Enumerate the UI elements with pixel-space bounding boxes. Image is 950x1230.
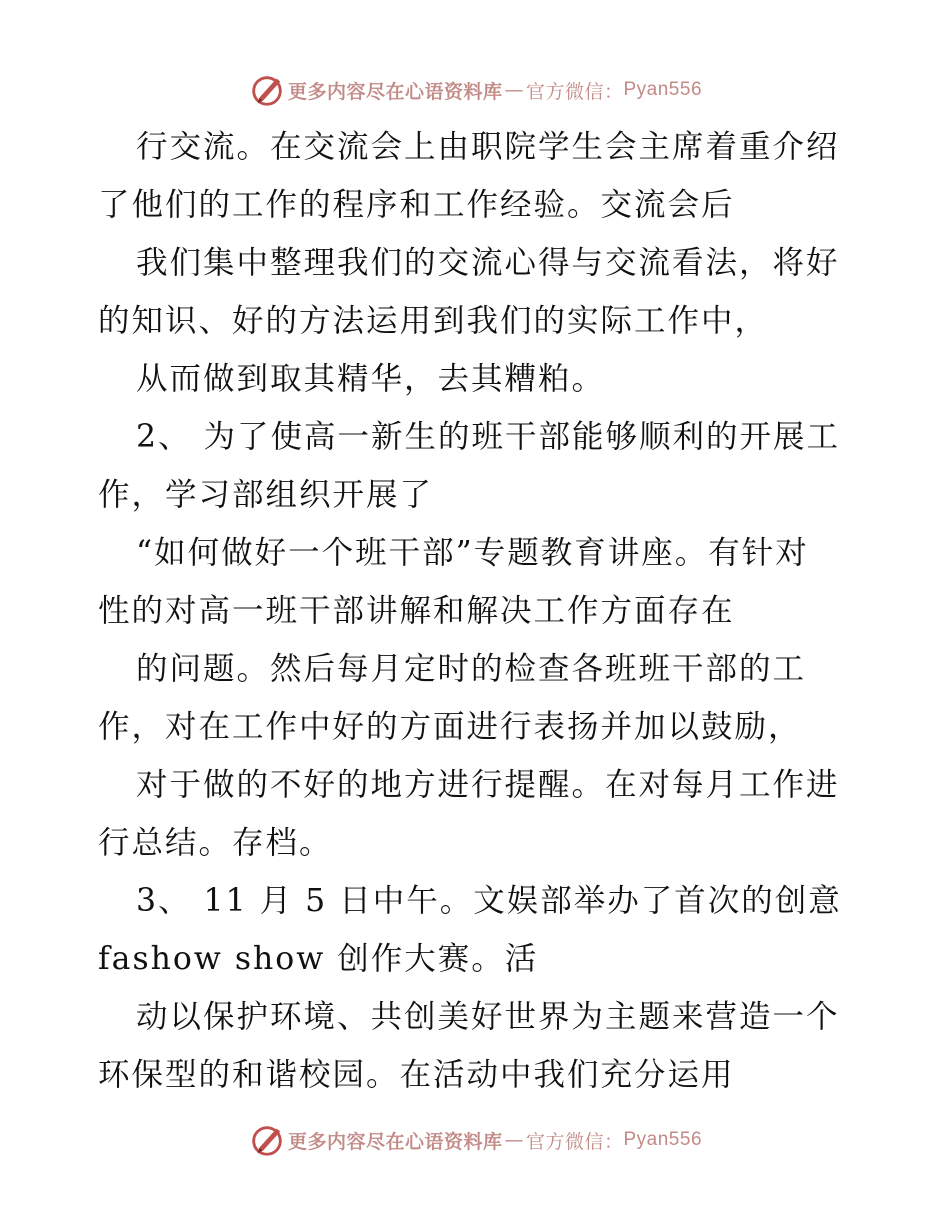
- pen-circle-logo-icon: [248, 71, 286, 109]
- text-line: 作，学习部组织开展了: [98, 477, 434, 513]
- footer-watermark: [0, 1120, 950, 1160]
- text-line: 对于做的不好的地方进行提醒。在对每月工作进: [136, 767, 840, 803]
- text-line: 行总结。存档。: [98, 825, 333, 861]
- watermark-label: 官方微信：: [525, 1130, 624, 1153]
- text-line: 环保型的和谐校园。在活动中我们充分运用: [98, 1057, 735, 1093]
- watermark-wechat-id: Pyan556: [623, 1129, 703, 1150]
- watermark-dash: —: [504, 1129, 524, 1151]
- text-line: 从而做到取其精华，去其糟粕。: [136, 361, 606, 397]
- text-line: fashow show 创作大赛。活: [98, 941, 539, 977]
- text-line: 我们集中整理我们的交流心得与交流看法，将好: [136, 245, 840, 281]
- watermark-text: 更多内容尽在心语资料库: [287, 1130, 503, 1153]
- pen-circle-logo-icon: [248, 1121, 286, 1159]
- text-line: 的知识、好的方法运用到我们的实际工作中，: [98, 303, 769, 339]
- text-line: 作，对在工作中好的方面进行表扬并加以鼓励，: [98, 709, 802, 745]
- text-line: 性的对高一班干部讲解和解决工作方面存在: [98, 593, 735, 629]
- text-line: 3、 11 月 5 日中午。文娱部举办了首次的创意: [136, 883, 842, 919]
- text-line: 了他们的工作的程序和工作经验。交流会后: [98, 187, 735, 223]
- text-line: 的问题。然后每月定时的检查各班班干部的工: [136, 651, 807, 687]
- watermark-wechat-id: Pyan556: [623, 79, 703, 100]
- watermark-text: 更多内容尽在心语资料库: [287, 80, 503, 103]
- text-line: “如何做好一个班干部”专题教育讲座。有针对: [136, 535, 809, 571]
- watermark-label: 官方微信：: [525, 80, 624, 103]
- text-line: 2、 为了使高一新生的班干部能够顺利的开展工: [136, 419, 841, 455]
- watermark-dash: —: [504, 79, 524, 101]
- header-watermark: [0, 70, 950, 110]
- document-body: [98, 118, 858, 1104]
- text-line: 行交流。在交流会上由职院学生会主席着重介绍: [136, 129, 840, 165]
- text-line: 动以保护环境、共创美好世界为主题来营造一个: [136, 999, 840, 1035]
